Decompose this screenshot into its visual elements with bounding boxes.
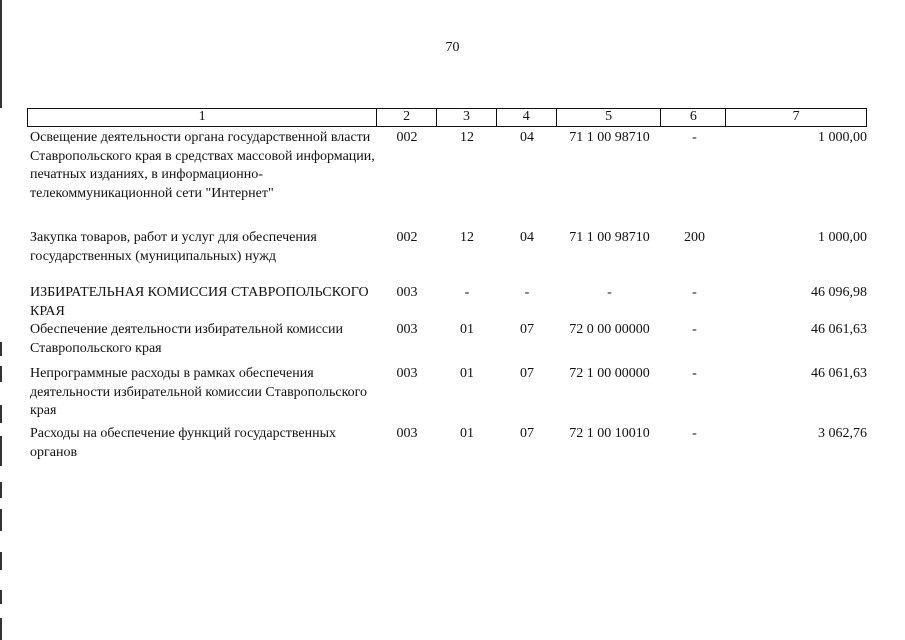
row-name: Обеспечение деятельности избирательной комиссии Ставропольского края [30, 322, 344, 356]
row-expense-type: - [692, 285, 697, 300]
row-ministry-code: 002 [396, 230, 418, 245]
row-target-article: 72 1 00 10010 [569, 426, 650, 441]
header-cell-5: 5 [557, 109, 662, 126]
row-section-code: - [464, 285, 470, 300]
margin-line [0, 436, 2, 466]
header-cell-6: 6 [661, 109, 726, 126]
margin-line [0, 405, 2, 423]
row-subsection-code: 07 [520, 322, 534, 337]
table-row [30, 129, 867, 203]
row-section-code: 01 [460, 426, 474, 441]
row-ministry-code: 003 [396, 366, 418, 381]
row-subsection-code: 07 [520, 366, 534, 381]
table-row [30, 365, 867, 421]
header-cell-3: 3 [437, 109, 497, 126]
row-amount: 46 096,98 [811, 285, 867, 300]
row-section-code: 12 [460, 230, 474, 245]
table-row [30, 425, 867, 462]
header-cell-1: 1 [28, 109, 377, 126]
row-expense-type: - [692, 322, 697, 337]
row-name: Расходы на обеспечение функций государственных органов [30, 426, 337, 460]
row-name: Закупка товаров, работ и услуг для обеспечения государственных (муниципальных) нужд [30, 230, 317, 264]
margin-line [0, 482, 2, 498]
page-number-text: 70 [445, 40, 460, 55]
row-target-article: 71 1 00 98710 [569, 130, 650, 145]
header-cell-2: 2 [377, 109, 437, 126]
row-ministry-code: 003 [396, 426, 418, 441]
margin-line [0, 590, 2, 604]
table-header-row [27, 108, 867, 127]
row-amount: 1 000,00 [818, 130, 867, 145]
table-row [30, 229, 867, 266]
row-subsection-code: 07 [520, 426, 534, 441]
row-section-code: 12 [460, 130, 474, 145]
table-row [30, 284, 867, 321]
header-cell-4: 4 [497, 109, 557, 126]
table-row [30, 321, 867, 358]
row-target-article: 71 1 00 98710 [569, 230, 650, 245]
row-subsection-code: 04 [520, 230, 534, 245]
row-amount: 46 061,63 [811, 366, 867, 381]
row-subsection-code: 04 [520, 130, 534, 145]
row-target-article: 72 1 00 00000 [569, 366, 650, 381]
margin-line [0, 552, 2, 570]
row-amount: 1 000,00 [818, 230, 867, 245]
row-name: Освещение деятельности органа государственной власти Ставропольского края в средствах массовой информации, печатных изданиях, в информационно-телекоммуникационной сети "Интернет" [30, 130, 375, 201]
page-number [0, 40, 905, 56]
margin-line [0, 618, 2, 640]
row-amount: 46 061,63 [811, 322, 867, 337]
header-cell-7: 7 [792, 109, 800, 124]
row-ministry-code: 003 [396, 322, 418, 337]
margin-line [0, 342, 2, 356]
row-expense-type: - [692, 366, 697, 381]
row-amount: 3 062,76 [818, 426, 867, 441]
margin-line [0, 509, 2, 531]
row-section-code: 01 [460, 366, 474, 381]
row-expense-type: - [692, 426, 697, 441]
row-section-code: 01 [460, 322, 474, 337]
row-ministry-code: 003 [396, 285, 418, 300]
row-expense-type: 200 [684, 230, 705, 245]
row-name: ИЗБИРАТЕЛЬНАЯ КОМИССИЯ СТАВРОПОЛЬСКОГО КРАЯ [30, 285, 369, 319]
row-target-article: 72 0 00 00000 [569, 322, 650, 337]
row-subsection-code: - [524, 285, 530, 300]
margin-line [0, 366, 2, 382]
row-name: Непрограммные расходы в рамках обеспечения деятельности избирательной комиссии Ставропольского края [30, 366, 368, 418]
row-ministry-code: 002 [396, 130, 418, 145]
row-expense-type: - [692, 130, 697, 145]
row-target-article: - [607, 285, 612, 300]
